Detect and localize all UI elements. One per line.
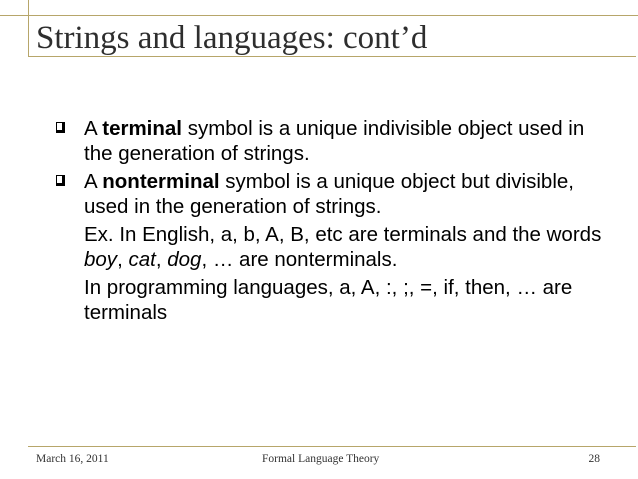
page-number: 28 [588, 453, 600, 465]
bullet-terminal: A terminal symbol is a unique indivisible object used in the generation of strings. [84, 116, 604, 166]
bullet-nonterminal: A nonterminal symbol is a unique object but divisible, used in the generation of strings. [84, 169, 604, 219]
footer-date: March 16, 2011 [36, 453, 109, 465]
footer-title: Formal Language Theory [262, 453, 380, 465]
programming-paragraph: In programming languages, a, A, :, ;, =, if, then, … are terminals [84, 276, 573, 324]
bold-term-nonterminal: nonterminal [102, 170, 220, 193]
slide-body [84, 116, 604, 325]
square-bullet-icon [56, 122, 65, 133]
example-word-cat: cat [128, 248, 156, 271]
footer-rule [28, 446, 636, 447]
example-word-boy: boy [84, 248, 118, 271]
example-word-dog: dog [167, 248, 202, 271]
slide-title: Strings and languages: cont’d [36, 20, 428, 56]
bold-term-terminal: terminal [102, 117, 182, 140]
left-rule [28, 0, 29, 56]
example-paragraph: Ex. In English, a, b, A, B, etc are terminals and the words boy, cat, dog, … are nonterminals. [84, 223, 602, 271]
top-rule [0, 15, 638, 16]
square-bullet-icon [56, 175, 65, 186]
